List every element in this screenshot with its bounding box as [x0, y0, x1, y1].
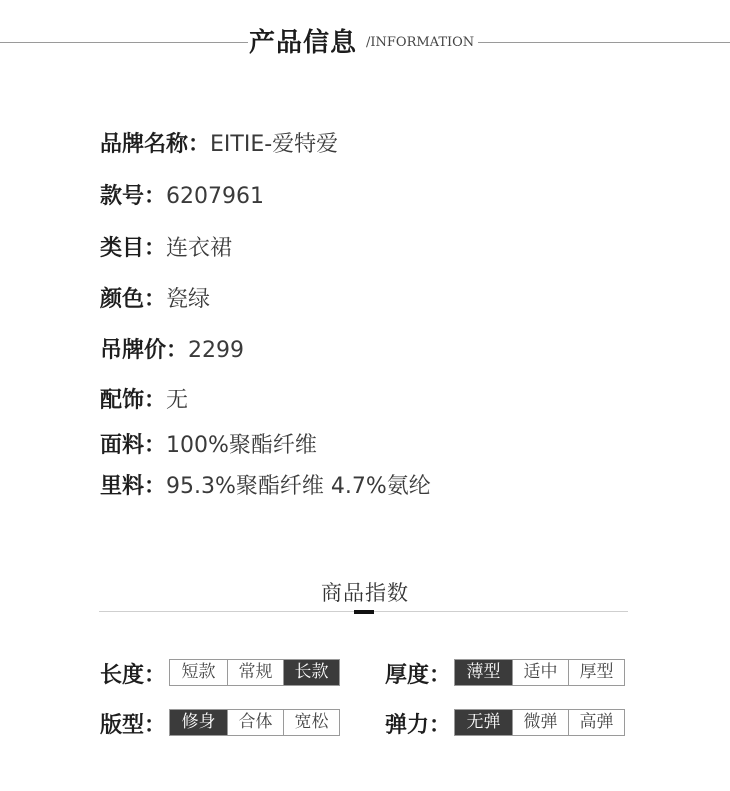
info-label: 款号：: [100, 184, 167, 209]
info-label: 品牌名称：: [100, 132, 211, 157]
spec-options-thickness: [454, 659, 625, 686]
info-value: 2299: [188, 338, 245, 363]
info-value: 瓷绿: [166, 287, 211, 312]
info-value: EITIE-爱特爱: [210, 132, 339, 157]
info-row-accessory: [100, 383, 188, 414]
info-value: 100%聚酯纤维: [166, 433, 317, 458]
page-subtitle: /INFORMATION: [366, 35, 475, 50]
spec-option: 厚型: [568, 660, 624, 685]
spec-option: 微弹: [512, 710, 568, 735]
info-row-category: [100, 231, 232, 262]
info-value: 6207961: [166, 184, 264, 209]
info-row-brand: [100, 127, 338, 158]
info-label: 里料：: [100, 474, 167, 499]
info-label: 配饰：: [100, 388, 167, 413]
spec-label-fit: 版型：: [100, 713, 167, 738]
section-title-index: 商品指数: [321, 581, 409, 605]
spec-option-selected: 无弹: [455, 710, 512, 735]
spec-options-fit: [169, 709, 340, 736]
header-rule-right: [478, 42, 730, 43]
spec-option-selected: 长款: [283, 660, 339, 685]
section-accent-bar: [354, 610, 374, 614]
spec-option: 常规: [227, 660, 283, 685]
spec-label-length: 长度：: [100, 663, 167, 688]
info-value: 连衣裙: [166, 236, 233, 261]
info-value: 95.3%聚酯纤维 4.7%氨纶: [166, 474, 431, 499]
page-title: 产品信息: [249, 28, 358, 58]
info-row-lining: [100, 469, 431, 500]
spec-options-length: [169, 659, 340, 686]
spec-label-elasticity: 弹力：: [385, 713, 452, 738]
spec-option-selected: 修身: [170, 710, 227, 735]
info-row-price: [100, 333, 244, 364]
info-row-fabric: [100, 428, 317, 459]
info-label: 面料：: [100, 433, 167, 458]
spec-option: 短款: [170, 660, 227, 685]
info-row-color: [100, 282, 210, 313]
spec-option: 合体: [227, 710, 283, 735]
info-row-style-number: [100, 179, 264, 210]
spec-option-selected: 薄型: [455, 660, 512, 685]
spec-option: 宽松: [283, 710, 339, 735]
spec-options-elasticity: [454, 709, 625, 736]
spec-option: 高弹: [568, 710, 624, 735]
info-label: 颜色：: [100, 287, 167, 312]
info-value: 无: [166, 388, 189, 413]
info-label: 类目：: [100, 236, 167, 261]
header-rule-left: [0, 42, 248, 43]
spec-label-thickness: 厚度：: [385, 663, 452, 688]
info-label: 吊牌价：: [100, 338, 189, 363]
spec-option: 适中: [512, 660, 568, 685]
